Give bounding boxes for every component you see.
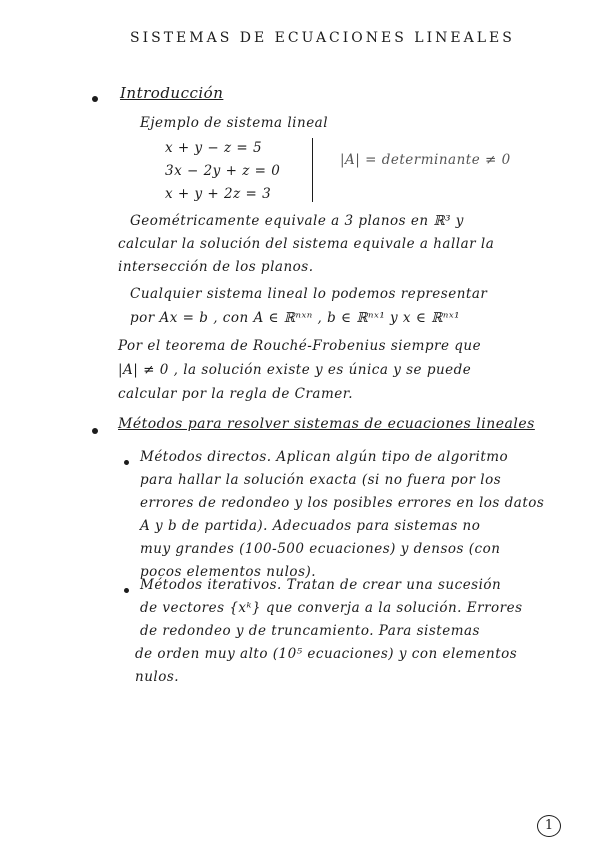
list-item-line: de orden muy alto (10⁵ ecuaciones) y con elementos (135, 646, 518, 662)
equation-3: x + y + 2z = 3 (165, 186, 272, 202)
list-item-line: de vectores {xᵏ} que converja a la solución. Errores (140, 600, 523, 616)
paragraph-line: calcular por la regla de Cramer. (118, 386, 354, 402)
paragraph-line: Por el teorema de Rouché-Frobenius siempre que (118, 338, 482, 354)
section-heading-intro: Introducción (120, 84, 224, 102)
list-item-line: muy grandes (100-500 ecuaciones) y densos (con (140, 541, 501, 557)
list-item-line: de redondeo y de truncamiento. Para sistemas (140, 623, 480, 639)
paragraph-line: Cualquier sistema lineal lo podemos representar (130, 286, 488, 302)
paragraph-line: por Ax = b , con A ∈ ℝⁿˣⁿ , b ∈ ℝⁿˣ¹ y x ∈ ℝⁿˣ¹ (130, 310, 461, 326)
section-bullet (92, 96, 98, 102)
page-number: 1 (537, 815, 561, 837)
determinant-note: |A| = determinante ≠ 0 (340, 152, 511, 168)
list-item-line: Métodos directos. Aplican algún tipo de algoritmo (140, 449, 509, 465)
equation-brace (312, 138, 323, 202)
section-bullet (92, 428, 98, 434)
list-item-line: errores de redondeo y los posibles errores en los datos (140, 495, 545, 511)
section-heading-methods: Métodos para resolver sistemas de ecuaciones lineales (118, 416, 535, 432)
paragraph-line: calcular la solución del sistema equivale a hallar la (118, 236, 495, 252)
paragraph-line: Geométricamente equivale a 3 planos en ℝ³ y (130, 213, 464, 229)
equation-1: x + y − z = 5 (165, 140, 263, 156)
page-title: SISTEMAS DE ECUACIONES LINEALES (130, 30, 515, 46)
equation-2: 3x − 2y + z = 0 (165, 163, 281, 179)
list-item-line: nulos. (135, 669, 180, 685)
list-bullet (124, 588, 129, 593)
list-bullet (124, 460, 129, 465)
list-item-line: pocos elementos nulos). (140, 564, 317, 580)
example-label: Ejemplo de sistema lineal (140, 115, 329, 131)
list-item-line: para hallar la solución exacta (si no fuera por los (140, 472, 502, 488)
list-item-line: Métodos iterativos. Tratan de crear una sucesión (140, 577, 502, 593)
paragraph-line: |A| ≠ 0 , la solución existe y es única y se puede (118, 362, 472, 378)
paragraph-line: intersección de los planos. (118, 259, 314, 275)
list-item-line: A y b de partida). Adecuados para sistemas no (140, 518, 481, 534)
